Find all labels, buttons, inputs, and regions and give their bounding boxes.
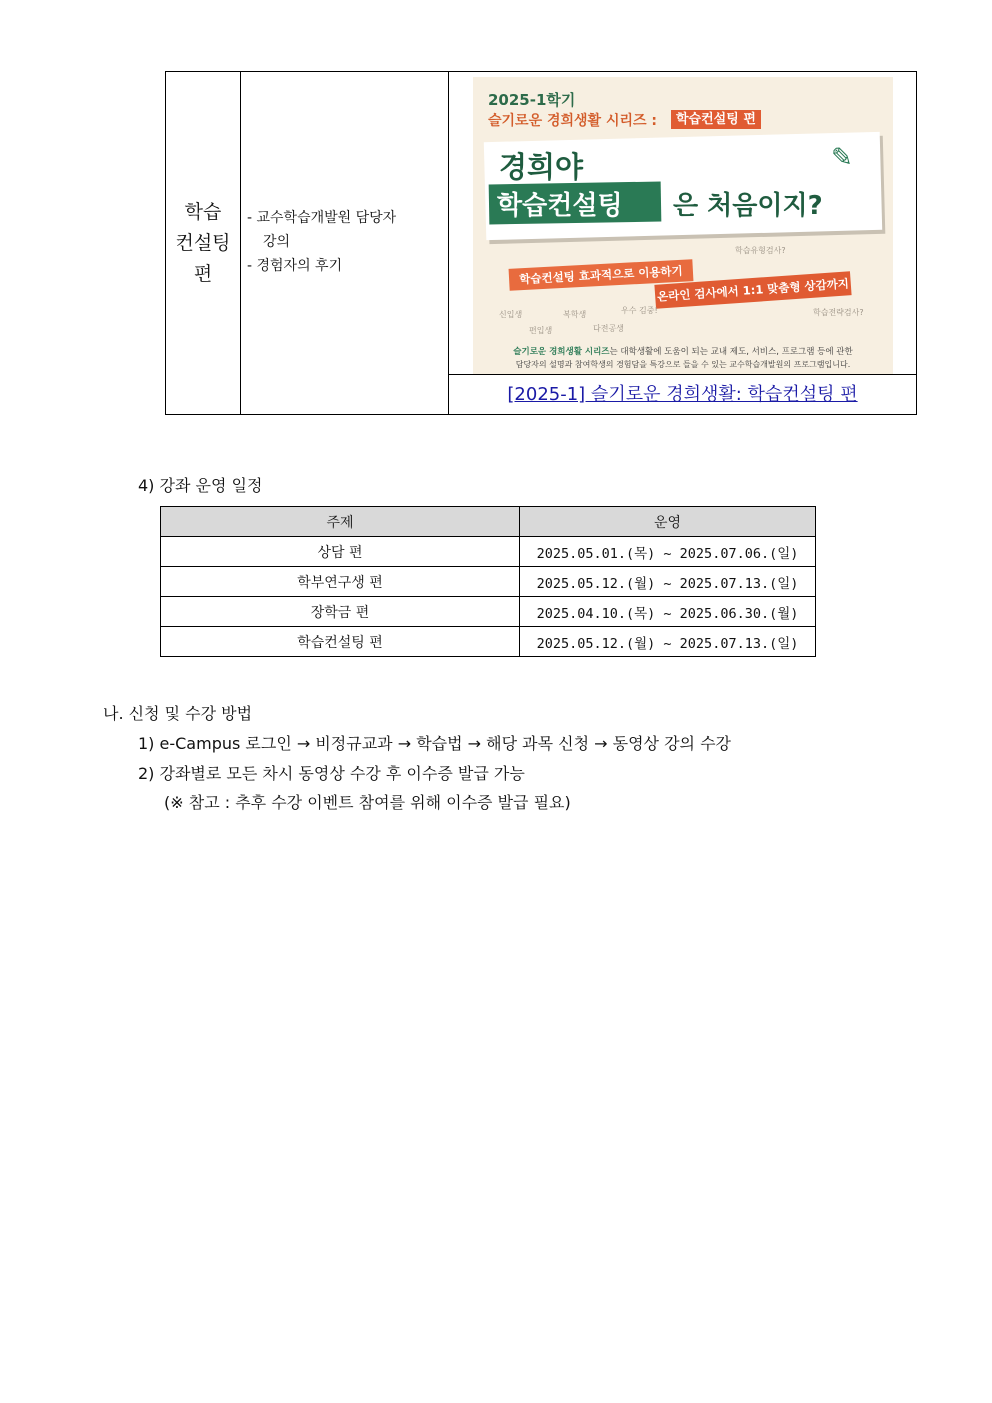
period-cell: 2025.05.12.(월) ~ 2025.07.13.(일) xyxy=(520,627,816,657)
desc-line: - 경험자의 후기 xyxy=(247,258,343,274)
poster-scribble: 학습유형검사? xyxy=(735,245,786,255)
poster-ribbon-2: 온라인 검사에서 1:1 맞춤형 상감까지 xyxy=(654,271,851,309)
apply-item: 1) e-Campus 로그인 → 비정규교과 → 학습법 → 해당 과목 신청 → 동영상 강의 수강 xyxy=(138,734,732,753)
poster-scribble: 다전공생 xyxy=(593,323,624,333)
poster-footer-2: 담당자의 설명과 참여학생의 경험담을 특강으로 들을 수 있는 교수학습개발원의 프로그램입니다. xyxy=(515,359,851,369)
period-cell: 2025.04.10.(목) ~ 2025.06.30.(월) xyxy=(520,597,816,627)
table-row xyxy=(161,537,816,567)
description-cell xyxy=(241,72,449,415)
topic-cell: 장학금 편 xyxy=(161,597,520,627)
category-line: 학습 xyxy=(184,200,222,223)
poster-footer-1 xyxy=(473,345,893,357)
header-topic: 주제 xyxy=(161,507,520,537)
period-cell: 2025.05.01.(목) ~ 2025.07.06.(일) xyxy=(520,537,816,567)
program-poster xyxy=(473,77,893,374)
header-period: 운영 xyxy=(520,507,816,537)
poster-headline-1: 경희야 xyxy=(499,149,584,184)
apply-title: 나. 신청 및 수강 방법 xyxy=(103,704,253,723)
poster-scribble: 복학생 xyxy=(563,309,587,319)
topic-cell: 학습컨설팅 편 xyxy=(161,627,520,657)
table-row xyxy=(161,567,816,597)
poster-scribble: 편입생 xyxy=(529,325,553,335)
schedule-table xyxy=(160,506,816,657)
program-table xyxy=(165,71,917,415)
poster-cell xyxy=(449,72,917,415)
desc-line: - 교수학습개발원 담당자 xyxy=(247,210,397,226)
category-line: 편 xyxy=(193,262,213,285)
category-line: 컨설팅 xyxy=(175,231,231,254)
topic-cell: 학부연구생 편 xyxy=(161,567,520,597)
schedule-heading: 4) 강좌 운영 일정 xyxy=(138,476,263,495)
poster-scribble: 우수 김중! xyxy=(621,305,658,315)
apply-item: 2) 강좌별로 모든 차시 동영상 수강 후 이수증 발급 가능 xyxy=(138,764,525,783)
table-row xyxy=(161,597,816,627)
category-cell xyxy=(166,72,241,415)
poster-series: 슬기로운 경희생활 시리즈 : xyxy=(488,112,657,129)
pencil-icon: ✎ xyxy=(831,142,853,173)
period-cell: 2025.05.12.(월) ~ 2025.07.13.(일) xyxy=(520,567,816,597)
apply-note: (※ 참고 : 추후 수강 이벤트 참여를 위해 이수증 발급 필요) xyxy=(164,793,571,812)
poster-scribble: 학습전략검사? xyxy=(813,307,864,317)
poster-tag: 학습컨설팅 편 xyxy=(671,110,761,129)
table-row xyxy=(161,627,816,657)
poster-footer-bold: 슬기로운 경희생활 시리즈 xyxy=(513,346,610,357)
poster-scribble: 신입생 xyxy=(499,309,523,319)
poster-ribbon-1: 학습컨설팅 효과적으로 이용하기 xyxy=(509,259,694,291)
topic-cell: 상담 편 xyxy=(161,537,520,567)
program-link[interactable]: [2025-1] 슬기로운 경희생활: 학습컨설팅 편 xyxy=(507,383,858,405)
desc-line: 강의 xyxy=(263,234,291,250)
poster-headline-2: 학습컨설팅 xyxy=(497,190,623,221)
poster-year: 2025-1학기 xyxy=(488,90,576,109)
poster-link-row xyxy=(449,374,916,413)
poster-footer-text: 는 대학생활에 도움이 되는 교내 제도, 서비스, 프로그램 등에 관한 xyxy=(609,346,853,357)
poster-headline-3: 은 처음이지? xyxy=(673,190,823,221)
